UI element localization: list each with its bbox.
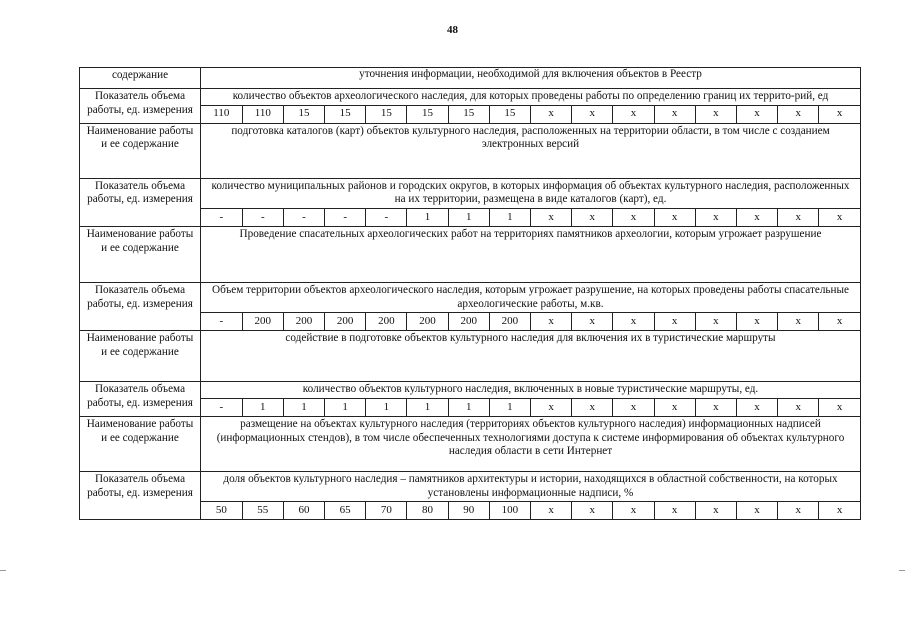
value-cell: х <box>778 398 819 416</box>
row-text: Проведение спасательных археологических работ на территориях памятников археологии, которым угрожает разрушение <box>239 227 822 240</box>
value-cell: х <box>531 313 572 331</box>
value-cell: х <box>531 398 572 416</box>
value-cell: х <box>695 502 736 520</box>
value-cell: - <box>201 313 242 331</box>
row-text: уточнения информации, необходимой для включения объектов в Реестр <box>201 68 861 89</box>
row-label: Показатель объема работы, ед. измерения <box>80 89 201 124</box>
document-table <box>79 67 861 520</box>
value-cell: 200 <box>325 313 366 331</box>
value-cell: х <box>736 502 777 520</box>
row-text: доля объектов культурного наследия – памятников архитектуры и истории, находящихся в областной собственности, на которых установлены информационные надписи, % <box>223 472 838 499</box>
value-cell: х <box>613 313 654 331</box>
value-cell: х <box>695 313 736 331</box>
row-label: Наименование работы и ее содержание <box>80 331 201 382</box>
value-cell: х <box>654 313 695 331</box>
value-cell: х <box>778 502 819 520</box>
value-cell: х <box>572 398 613 416</box>
value-cell: 200 <box>366 313 407 331</box>
value-cell: х <box>572 208 613 226</box>
row-label: Наименование работы и ее содержание <box>80 416 201 471</box>
value-cell: х <box>613 502 654 520</box>
values-table <box>201 312 860 330</box>
value-cell: х <box>572 105 613 123</box>
indicator-row <box>80 471 861 519</box>
value-cell: 100 <box>489 502 530 520</box>
scan-edge-mark <box>0 570 6 571</box>
value-cell: 1 <box>407 398 448 416</box>
value-cell: - <box>283 208 324 226</box>
indicator-row <box>80 382 861 417</box>
row-label: Показатель объема работы, ед. измерения <box>80 178 201 226</box>
work-row <box>80 416 861 471</box>
row-label: Показатель объема работы, ед. измерения <box>80 382 201 417</box>
value-cell: х <box>654 398 695 416</box>
value-cell: х <box>531 105 572 123</box>
value-cell: 70 <box>366 502 407 520</box>
indicator-row <box>80 282 861 330</box>
value-cell: 200 <box>489 313 530 331</box>
row-text: количество объектов культурного наследия, включенных в новые туристические маршруты, ед. <box>302 383 759 396</box>
value-cell: 60 <box>283 502 324 520</box>
row-content <box>201 331 861 382</box>
row-content <box>201 382 861 417</box>
value-cell: 65 <box>325 502 366 520</box>
value-cell: - <box>325 208 366 226</box>
row-content <box>201 89 861 124</box>
work-row <box>80 123 861 178</box>
value-cell: 1 <box>325 398 366 416</box>
values-table <box>201 105 860 123</box>
scan-edge-mark <box>899 570 905 571</box>
value-cell: 1 <box>489 208 530 226</box>
values-table <box>201 208 860 226</box>
value-cell: 200 <box>407 313 448 331</box>
value-cell: 1 <box>489 398 530 416</box>
value-cell: 1 <box>407 208 448 226</box>
value-cell: 1 <box>242 398 283 416</box>
value-cell: 110 <box>201 105 242 123</box>
row-content <box>201 282 861 330</box>
row-text: количество муниципальных районов и городских округов, в которых информация об объектах культурного наследия, расположенных на их территории, размещена в виде каталогов (карт), ед. <box>211 179 850 206</box>
values-table <box>201 398 860 416</box>
value-cell: - <box>242 208 283 226</box>
page-number: 48 <box>447 24 458 36</box>
row-content <box>201 178 861 226</box>
value-cell: 90 <box>448 502 489 520</box>
value-cell: х <box>778 105 819 123</box>
row-text: количество объектов археологического наследия, для которых проведены работы по определению границ их террито-рий, ед <box>232 90 829 102</box>
value-cell: х <box>736 105 777 123</box>
value-cell: 50 <box>201 502 242 520</box>
value-cell: х <box>778 313 819 331</box>
value-cell: х <box>736 313 777 331</box>
work-row <box>80 331 861 382</box>
value-cell: х <box>531 208 572 226</box>
value-cell: - <box>366 208 407 226</box>
row-label: Наименование работы и ее содержание <box>80 226 201 282</box>
table-row <box>80 68 861 89</box>
row-label: Наименование работы и ее содержание <box>80 123 201 178</box>
value-cell: 15 <box>489 105 530 123</box>
row-label: Показатель объема работы, ед. измерения <box>80 282 201 330</box>
row-content <box>201 471 861 519</box>
value-cell: х <box>819 398 860 416</box>
value-cell: 200 <box>242 313 283 331</box>
indicator-row <box>80 89 861 124</box>
row-text: размещение на объектах культурного наследия (территориях объектов культурного наследия) информационных надписей (информационных стендов), в том числе обеспеченных технологиями доступа к системе информирования об объектах культурного наследия области в сети Интернет <box>216 417 845 458</box>
value-cell: х <box>654 502 695 520</box>
value-cell: х <box>572 502 613 520</box>
value-cell: 55 <box>242 502 283 520</box>
value-cell: х <box>654 105 695 123</box>
value-cell: х <box>695 208 736 226</box>
indicator-row <box>80 178 861 226</box>
value-cell: х <box>819 313 860 331</box>
value-cell: 1 <box>283 398 324 416</box>
value-cell: х <box>819 208 860 226</box>
value-cell: х <box>613 105 654 123</box>
value-cell: х <box>819 502 860 520</box>
value-cell: 1 <box>366 398 407 416</box>
value-cell: х <box>613 398 654 416</box>
row-content <box>201 226 861 282</box>
value-cell: х <box>778 208 819 226</box>
value-cell: х <box>695 105 736 123</box>
value-cell: 1 <box>448 398 489 416</box>
row-content <box>201 123 861 178</box>
value-cell: 110 <box>242 105 283 123</box>
value-cell: х <box>736 208 777 226</box>
value-cell: - <box>201 398 242 416</box>
value-cell: 15 <box>448 105 489 123</box>
value-cell: 200 <box>448 313 489 331</box>
value-cell: 15 <box>366 105 407 123</box>
value-cell: 15 <box>407 105 448 123</box>
row-text: содействие в подготовке объектов культурного наследия для включения их в туристические маршруты <box>285 332 776 345</box>
work-row <box>80 226 861 282</box>
row-text: подготовка каталогов (карт) объектов культурного наследия, расположенных на территории области, в том числе с созданием электронных версий <box>231 124 830 151</box>
value-cell: х <box>819 105 860 123</box>
value-cell: 80 <box>407 502 448 520</box>
value-cell: 15 <box>283 105 324 123</box>
row-label: Показатель объема работы, ед. измерения <box>80 471 201 519</box>
value-cell: 200 <box>283 313 324 331</box>
value-cell: х <box>654 208 695 226</box>
value-cell: х <box>572 313 613 331</box>
value-cell: х <box>695 398 736 416</box>
value-cell: 1 <box>448 208 489 226</box>
value-cell: х <box>613 208 654 226</box>
row-content <box>201 416 861 471</box>
row-text: Объем территории объектов археологического наследия, которым угрожает разрушение, на которых проведены работы спасательные археологические работы, м.кв. <box>212 283 849 310</box>
value-cell: х <box>531 502 572 520</box>
value-cell: - <box>201 208 242 226</box>
row-label: содержание <box>80 68 201 89</box>
value-cell: 15 <box>325 105 366 123</box>
values-table <box>201 501 860 519</box>
value-cell: х <box>736 398 777 416</box>
